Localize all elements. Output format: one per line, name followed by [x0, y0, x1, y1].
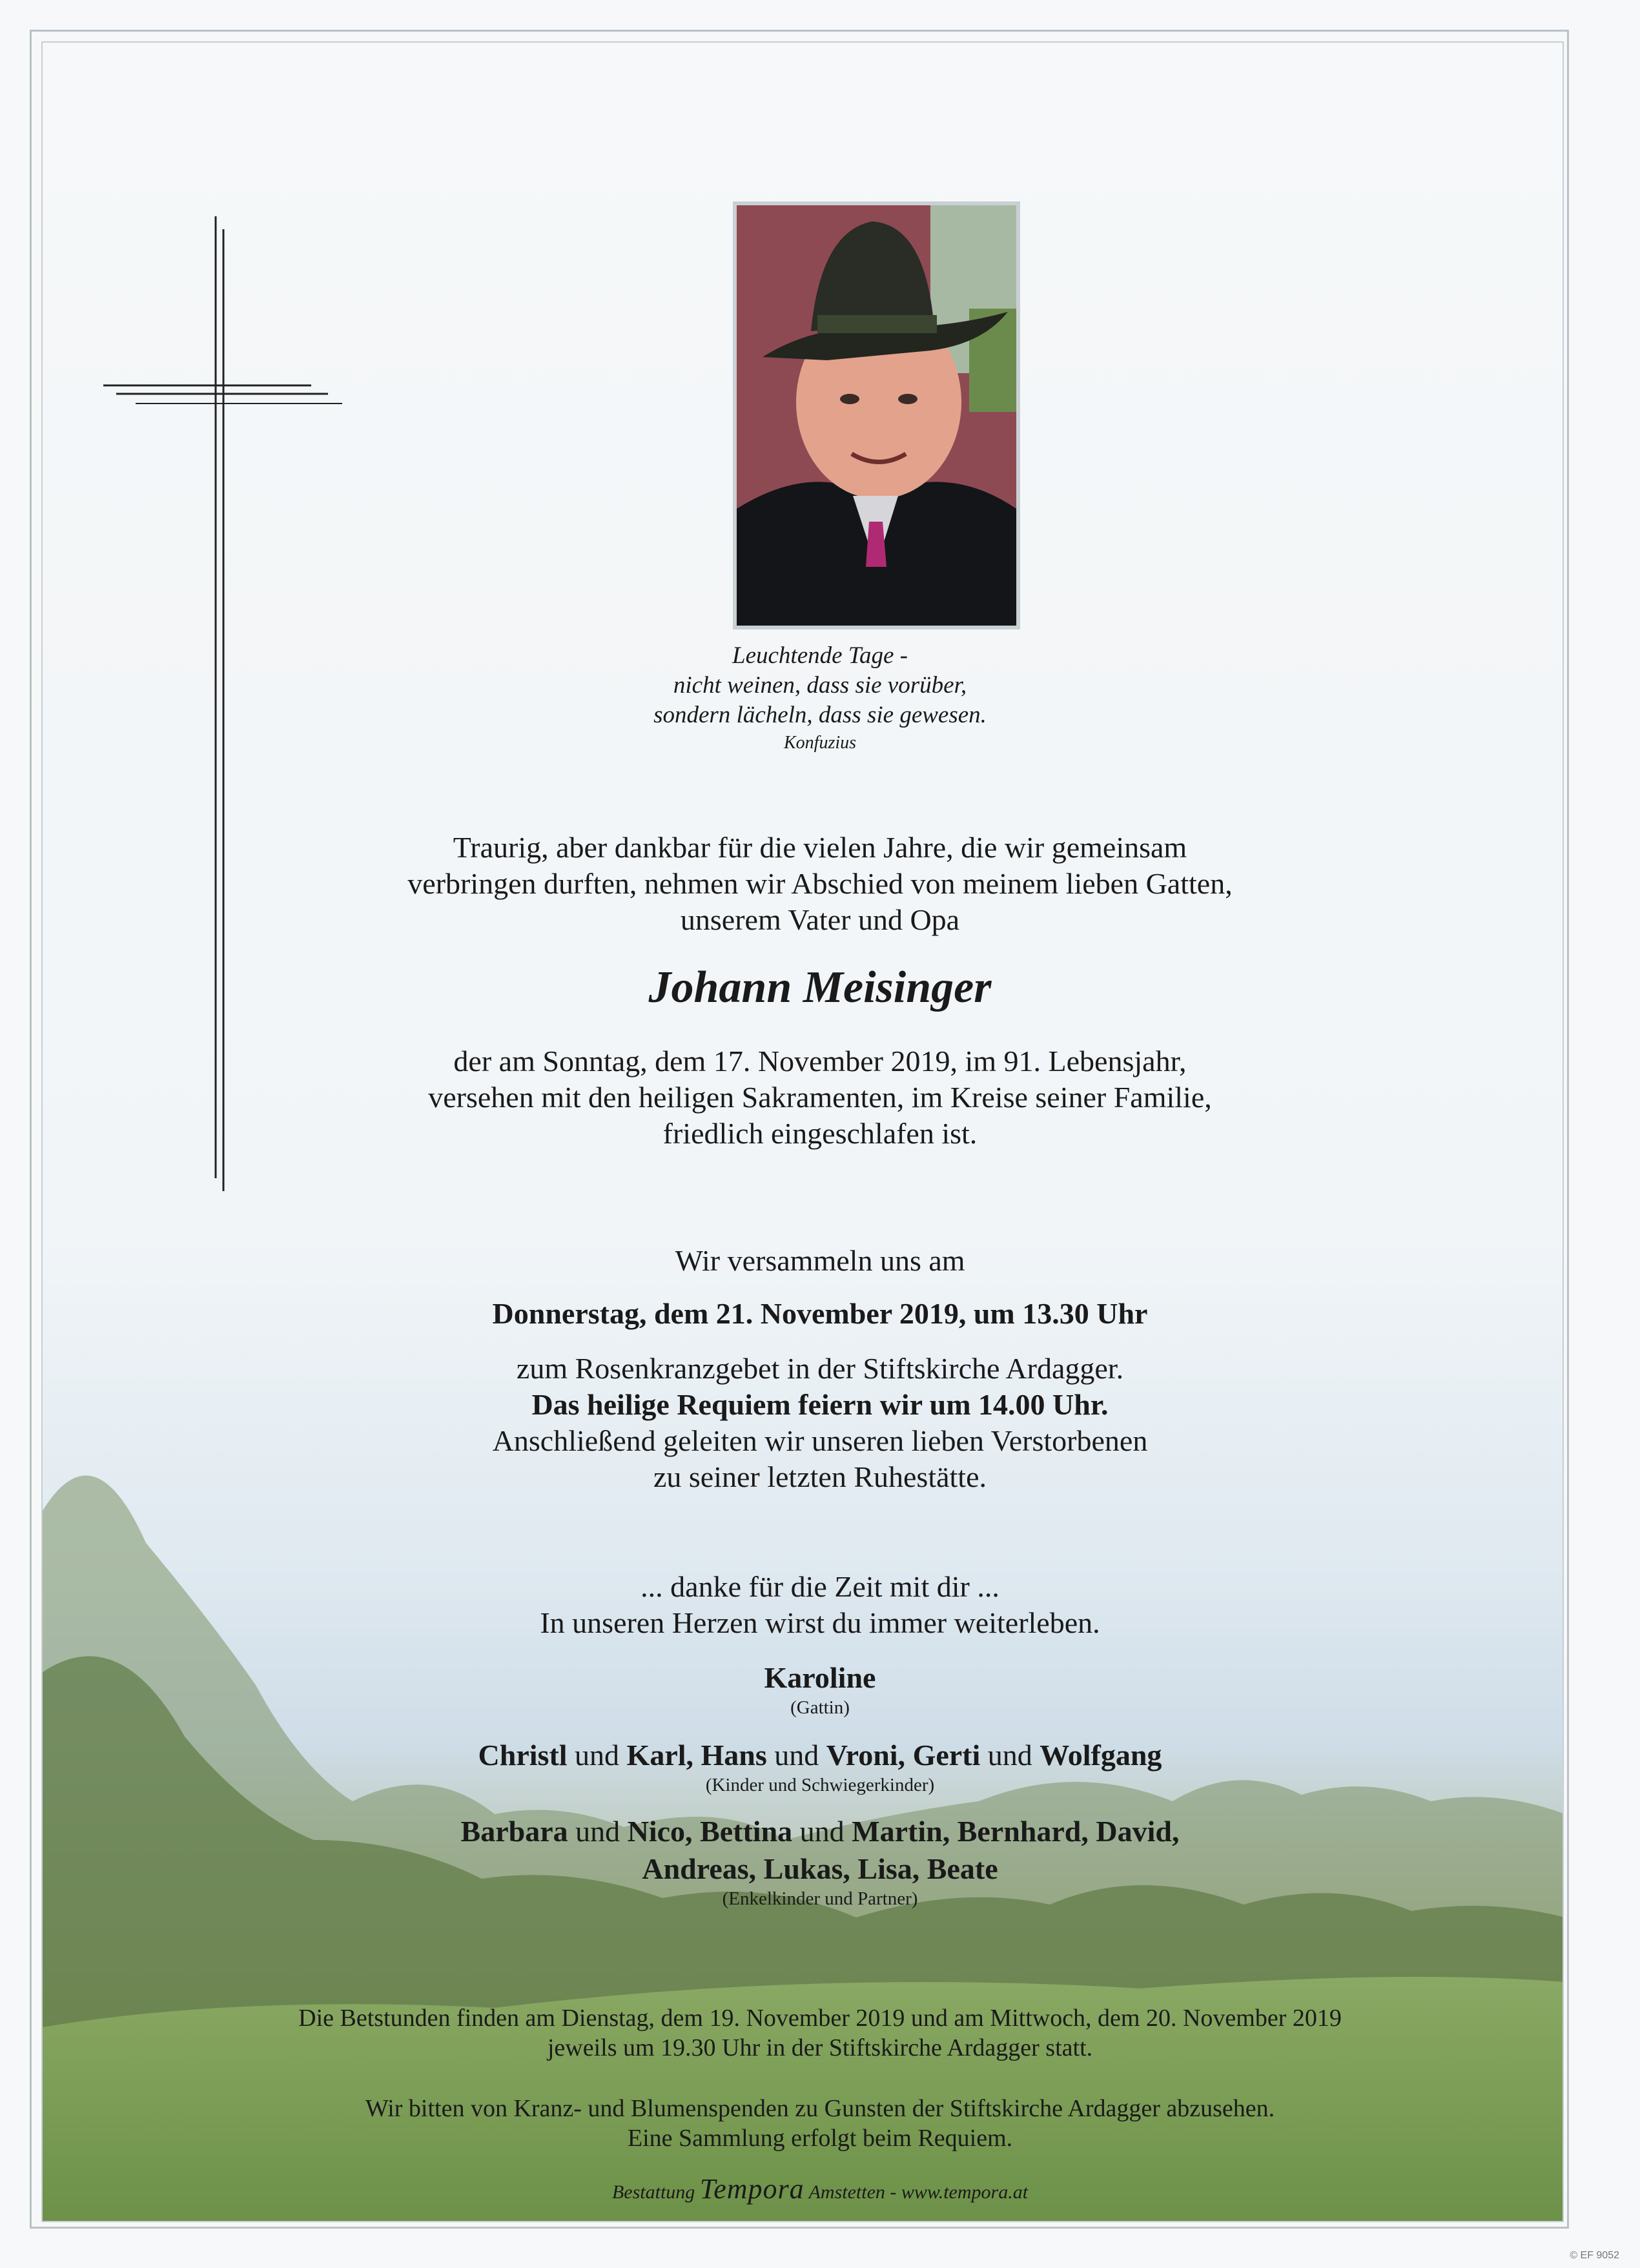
donation-line: Eine Sammlung erfolgt beim Requiem.	[627, 2125, 1013, 2152]
death-line: der am Sonntag, dem 17. November 2019, im 91. Lebensjahr,	[453, 1045, 1187, 1078]
grandchildren-label: (Enkelkinder und Partner)	[722, 1888, 918, 1909]
rosary-line: zum Rosenkranzgebet in der Stiftskirche Ardagger.	[516, 1352, 1124, 1385]
intro-line: verbringen durften, nehmen wir Abschied von meinem lieben Gatten,	[407, 867, 1233, 900]
farewell-text	[0, 1569, 1640, 1641]
undertaker-line	[0, 2172, 1640, 2205]
children-line: Christl und Karl, Hans und Vroni, Gerti und Wolfgang	[478, 1739, 1162, 1772]
form-code: © EF 9052	[1570, 2250, 1619, 2261]
memorial-quote	[0, 641, 1640, 756]
undertaker-prefix: Bestattung	[611, 2181, 695, 2203]
quote-line: sondern lächeln, dass sie gewesen.	[653, 702, 987, 728]
donation-line: Wir bitten von Kranz- und Blumenspenden zu Gunsten der Stiftskirche Ardagger abzusehen.	[365, 2095, 1275, 2122]
death-line: versehen mit den heiligen Sakramenten, im Kreise seiner Familie,	[428, 1081, 1212, 1114]
undertaker-contact: Amstetten - www.tempora.at	[808, 2181, 1029, 2203]
children-label: (Kinder und Schwiegerkinder)	[705, 1775, 935, 1795]
grandchildren-line: Andreas, Lukas, Lisa, Beate	[642, 1852, 998, 1885]
quote-line: Leuchtende Tage -	[732, 642, 908, 669]
burial-line: Anschließend geleiten wir unseren lieben Verstorbenen	[492, 1424, 1148, 1457]
intro-text	[0, 830, 1640, 938]
farewell-line: In unseren Herzen wirst du immer weiterleben.	[540, 1606, 1100, 1639]
prayer-hours	[0, 2003, 1640, 2063]
death-text	[0, 1043, 1640, 1152]
farewell-line: ... danke für die Zeit mit dir ...	[641, 1570, 999, 1603]
undertaker-brand: Tempora	[699, 2173, 805, 2205]
mourners-spouse	[0, 1659, 1640, 1719]
spouse-name: Karoline	[764, 1661, 876, 1694]
quote-line: nicht weinen, dass sie vorüber,	[673, 672, 967, 699]
requiem-line: Das heilige Requiem feiern wir um 14.00 Uhr.	[531, 1388, 1109, 1421]
mourners-children	[0, 1737, 1640, 1796]
mourners-grandchildren	[0, 1813, 1640, 1910]
donation-note	[0, 2094, 1640, 2153]
death-line: friedlich eingeschlafen ist.	[662, 1117, 978, 1150]
gathering-date: Donnerstag, dem 21. November 2019, um 13.30 Uhr	[492, 1297, 1148, 1330]
gathering-intro: Wir versammeln uns am	[675, 1244, 965, 1277]
intro-line: unserem Vater und Opa	[680, 903, 960, 936]
grandchildren-line: Barbara und Nico, Bettina und Martin, Bernhard, David,	[460, 1815, 1180, 1848]
intro-line: Traurig, aber dankbar für die vielen Jahre, die wir gemeinsam	[453, 831, 1187, 864]
ceremony-details	[0, 1351, 1640, 1495]
deceased-name: Johann Meisinger	[648, 963, 992, 1012]
prayer-line: Die Betstunden finden am Dienstag, dem 19. November 2019 und am Mittwoch, dem 20. November 2019	[298, 2005, 1342, 2032]
prayer-line: jeweils um 19.30 Uhr in der Stiftskirche Ardagger statt.	[547, 2034, 1093, 2061]
quote-author: Konfuzius	[783, 733, 857, 753]
burial-line: zu seiner letzten Ruhestätte.	[653, 1460, 987, 1493]
spouse-label: (Gattin)	[790, 1697, 850, 1718]
portrait-photo	[733, 201, 1020, 629]
